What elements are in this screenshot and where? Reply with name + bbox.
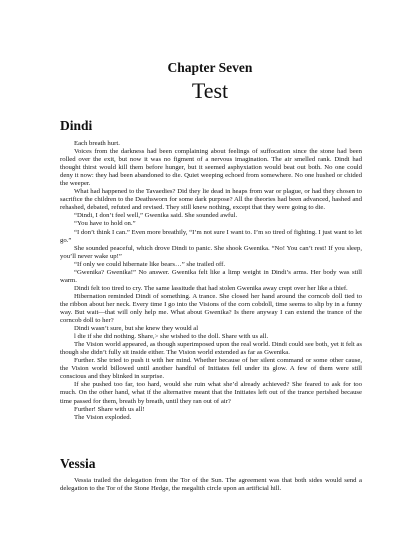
chapter-title: Test	[191, 78, 229, 103]
section-body-vessia	[60, 477, 362, 493]
paragraph: Hibernation reminded Dindi of something. A trance. She closed her hand around the corncob doll tied to the ribbon about her neck. Every time I go into the Visions of the corn cobdoll, time seems to slip by in a funny way. But wait—that will only help me. What about Gwenika? Is there anyway I can extend the trance of the corncob doll to her?	[60, 292, 362, 325]
paragraph: “If only we could hibernate like bears…” she trailed off.	[74, 260, 226, 268]
section-body-dindi	[60, 140, 362, 422]
paragraph: “I don’t think I can.” Even more breathily, “I’m not sure I want to. I’m so tired of fighting. I just want to let go.”	[60, 228, 362, 244]
section-heading-dindi: Dindi	[60, 118, 93, 133]
paragraph: “Gwenika? Gwenika!” No answer. Gwenika felt like a limp weight in Dindi’s arms. Her body was still warm.	[60, 268, 362, 284]
paragraph: Vessia trailed the delegation from the Tor of the Sun. The agreement was that both sides would send a delegation to the Tor of the Stone Hedge, the megalith circle upon an artificial hill.	[60, 477, 362, 493]
paragraph: Voices from the darkness had been complaining about feelings of suffocation since the stone had been rolled over the exit, but now it was no figment of a nervous imagination. The air smelled rank. Dindi had thought thirst would kill them before hunger, but it seemed asphyxiation would beat out both. No one could deny it now: they had been abandoned to die. Quiet weeping echoed from somewhere. No one hushed or chided the weeper.	[60, 148, 362, 188]
paragraph: “Dindi, I don’t feel well,” Gwenika said. She sounded awful.	[74, 212, 238, 220]
paragraph: If she pushed too far, too hard, would she ruin what she’d already achieved? She feared to ask for too much. On the other hand, what if the alternative meant that the Initiates left out of the trance perished because time passed for them, breath by breath, until they ran out of air?	[60, 381, 362, 405]
paragraph: The Vision world appeared, as though superimposed upon the real world. Dindi could see both, yet it felt as though she didn’t fully sit inside either. The Vision world extended as far as Gwenika.	[60, 341, 362, 357]
paragraph: Dindi wasn’t sure, but she knew they would al	[74, 325, 199, 333]
paragraph: “You have to hold on.”	[74, 220, 136, 228]
paragraph: She sounded peaceful, which drove Dindi to panic. She shook Gwenika. “No! You can’t rest! If you sleep, you’ll never wake up!”	[60, 244, 362, 260]
paragraph: Further! Share with us all!	[74, 405, 145, 413]
paragraph: The Vision exploded.	[74, 413, 132, 421]
chapter-label: Chapter Seven	[167, 60, 253, 75]
paragraph: What had happened to the Tavaedies? Did they lie dead in heaps from war or plague, or had they chosen to sacrifice the children to the Deathsworn for some dark purpose? All the theories had been advanced, hashed and rehashed, debated, refuted and revised. They still knew nothing, except that they were going to die.	[60, 188, 362, 212]
paragraph: Dindi felt too tired to cry. The same lassitude that had stolen Gwenika away crept over her like a thief.	[74, 284, 348, 292]
paragraph: Each breath hurt.	[74, 140, 120, 147]
section-heading-vessia: Vessia	[60, 456, 96, 471]
paragraph: Further. She tried to push it with her mind. Whether because of her silent command or some other cause, the Vision world billowed until another handful of Initiates fell under its glow. A few of them were still conscious and they blinked in surprise.	[60, 357, 362, 381]
paragraph: l die if she did nothing. Share,> she wished to the doll. Share with us all.	[74, 333, 269, 341]
